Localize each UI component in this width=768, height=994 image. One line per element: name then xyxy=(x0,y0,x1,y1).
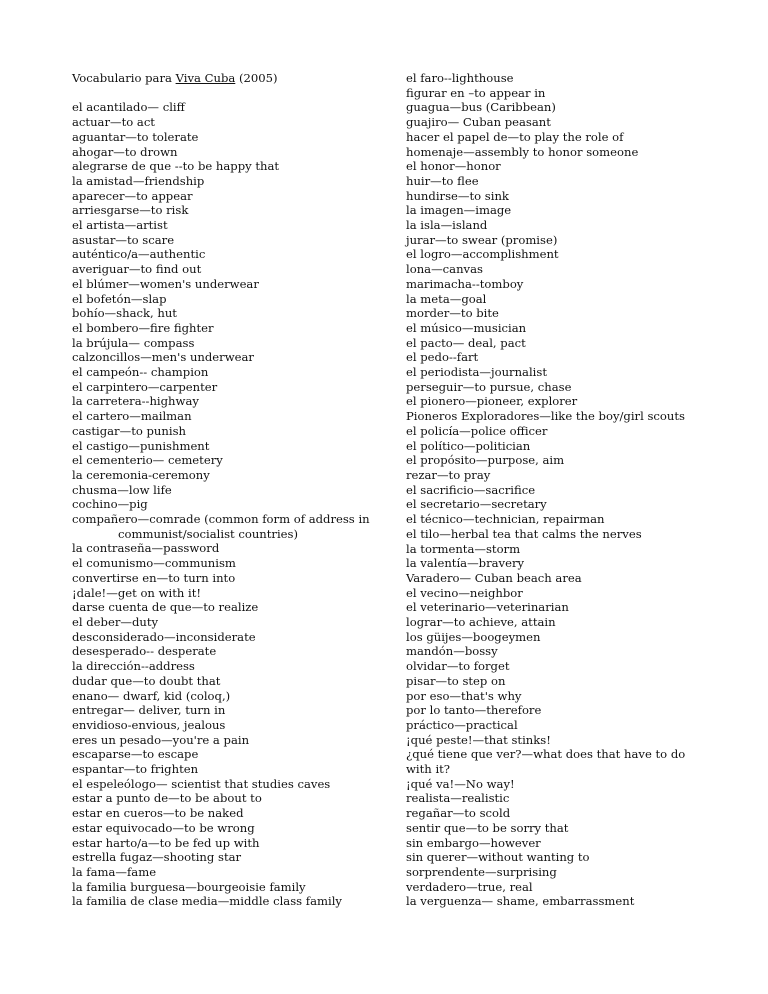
vocab-entry: estar a punto de—to be about to xyxy=(72,791,262,806)
vocab-entry: Pioneros Exploradores—like the boy/girl scouts xyxy=(406,409,685,424)
vocab-entry: el político—politician xyxy=(406,438,531,453)
vocab-entry: entregar— deliver, turn in xyxy=(72,703,226,718)
vocab-entry: homenaje—assembly to honor someone xyxy=(406,144,639,159)
vocab-entry: el campeón-- champion xyxy=(72,365,209,380)
vocab-entry: lona—canvas xyxy=(406,262,483,277)
vocab-entry: alegrarse de que --to be happy that xyxy=(72,159,280,174)
document-title xyxy=(72,71,392,86)
vocab-entry: dudar que—to doubt that xyxy=(72,673,221,688)
vocab-entry: estar equivocado—to be wrong xyxy=(72,820,255,835)
vocab-entry: el veterinario—veterinarian xyxy=(406,600,569,615)
vocab-entry: guagua—bus (Caribbean) xyxy=(406,100,556,115)
vocab-entry: el acantilado— cliff xyxy=(72,100,185,115)
vocab-entry: la brújula— compass xyxy=(72,335,195,350)
vocab-entry: darse cuenta de que—to realize xyxy=(72,600,259,615)
vocab-entry: los güijes—boogeymen xyxy=(406,629,541,644)
vocab-entry: el blúmer—women's underwear xyxy=(72,276,259,291)
vocab-entry: sin embargo—however xyxy=(406,835,541,850)
vocab-entry: marimacha--tomboy xyxy=(406,276,524,291)
vocab-entry: la familia burguesa—bourgeoisie family xyxy=(72,879,306,894)
vocab-entry: el periodista—journalist xyxy=(406,365,547,380)
left-column xyxy=(72,71,392,909)
vocab-entry: rezar—to pray xyxy=(406,467,491,482)
vocab-entry: estar en cueros—to be naked xyxy=(72,806,244,821)
vocab-entry: hacer el papel de—to play the role of xyxy=(406,129,624,144)
vocab-entry: el técnico—technician, repairman xyxy=(406,512,605,527)
vocab-entry: ¡qué peste!—that stinks! xyxy=(406,732,551,747)
vocab-entry: el pionero—pioneer, explorer xyxy=(406,394,578,409)
vocab-entry: la imagen—image xyxy=(406,203,512,218)
vocab-entry: el pedo--fart xyxy=(406,350,479,365)
vocab-entry: bohío—shack, hut xyxy=(72,306,177,321)
vocab-entry: olvidar—to forget xyxy=(406,659,510,674)
vocab-entry: realista—realistic xyxy=(406,791,510,806)
vocab-entry: eres un pesado—you're a pain xyxy=(72,732,250,747)
title-year: (2005) xyxy=(235,71,278,85)
vocab-entry: mandón—bossy xyxy=(406,644,498,659)
vocab-entry: enano— dwarf, kid (coloq,) xyxy=(72,688,231,703)
vocab-entry: la ceremonia-ceremony xyxy=(72,467,210,482)
vocab-entry: guajiro— Cuban peasant xyxy=(406,115,551,130)
title-prefix: Vocabulario para xyxy=(72,71,176,85)
vocab-entry: por eso—that's why xyxy=(406,688,522,703)
vocab-entry: auténtico/a—authentic xyxy=(72,247,206,262)
vocab-entry: cochino—pig xyxy=(72,497,148,512)
vocab-entry: la valentía—bravery xyxy=(406,556,525,571)
vocab-entry: aguantar—to tolerate xyxy=(72,129,199,144)
vocab-entry: pisar—to step on xyxy=(406,673,506,688)
vocab-entry: el castigo—punishment xyxy=(72,438,210,453)
vocab-entry: asustar—to scare xyxy=(72,232,175,247)
vocab-entry: morder—to bite xyxy=(406,306,499,321)
vocab-entry: regañar—to scold xyxy=(406,806,511,821)
vocab-entry: sin querer—without wanting to xyxy=(406,850,590,865)
vocab-entry: la familia de clase media—middle class family xyxy=(72,894,342,909)
vocab-entry: el carpintero—carpenter xyxy=(72,379,218,394)
vocab-entry: ¡qué va!—No way! xyxy=(406,776,515,791)
vocab-entry: la carretera--highway xyxy=(72,394,199,409)
vocab-entry: el bombero—fire fighter xyxy=(72,320,214,335)
vocab-entry: castigar—to punish xyxy=(72,423,186,438)
vocab-entry: ¿qué tiene que ver?—what does that have to do with it? xyxy=(406,747,686,777)
vocab-entry: estrella fugaz—shooting star xyxy=(72,850,242,865)
vocab-entry: el sacrificio—sacrifice xyxy=(406,482,536,497)
vocab-entry: lograr—to achieve, attain xyxy=(406,615,556,630)
film-title: Viva Cuba xyxy=(175,71,236,85)
vocab-entry: la verguenza— shame, embarrassment xyxy=(406,894,635,909)
vocab-entry: el tilo—herbal tea that calms the nerves xyxy=(406,526,642,541)
vocab-entry: Varadero— Cuban beach area xyxy=(406,570,582,585)
vocab-entry: figurar en –to appear in xyxy=(406,85,546,100)
vocab-entry: la contraseña—password xyxy=(72,541,220,556)
vocab-entry: el policía—police officer xyxy=(406,423,548,438)
vocab-entry: el artista—artist xyxy=(72,218,168,233)
vocabulary-list-right xyxy=(406,71,702,909)
vocab-entry: el deber—duty xyxy=(72,615,159,629)
vocab-entry: el faro--lighthouse xyxy=(406,71,514,85)
vocab-entry: el cartero—mailman xyxy=(72,409,192,424)
vocab-entry: la dirección--address xyxy=(72,659,195,674)
vocab-entry: huir—to flee xyxy=(406,173,479,188)
vocab-entry: compañero—comrade (common form of address in xyxy=(72,512,370,527)
vocab-entry: la tormenta—storm xyxy=(406,541,521,556)
vocab-entry: la isla—island xyxy=(406,218,488,233)
vocab-entry: el vecino—neighbor xyxy=(406,585,523,600)
vocabulary-list-left xyxy=(72,100,392,909)
vocab-entry: el pacto— deal, pact xyxy=(406,335,526,350)
vocab-entry: jurar—to swear (promise) xyxy=(406,232,558,247)
vocab-entry: el espeleólogo— scientist that studies caves xyxy=(72,776,331,791)
vocab-entry: espantar—to frighten xyxy=(72,762,199,777)
vocab-entry: calzoncillos—men's underwear xyxy=(72,350,254,365)
vocab-entry: la amistad—friendship xyxy=(72,173,205,188)
vocab-entry: envidioso-envious, jealous xyxy=(72,717,226,732)
vocab-entry: sorprendente—surprising xyxy=(406,864,557,879)
vocab-entry: averiguar—to find out xyxy=(72,262,202,277)
vocab-entry: el logro—accomplishment xyxy=(406,247,559,262)
vocab-entry: el honor—honor xyxy=(406,159,501,174)
vocab-entry: chusma—low life xyxy=(72,482,172,497)
vocab-entry: estar harto/a—to be fed up with xyxy=(72,835,260,850)
vocab-entry: el secretario—secretary xyxy=(406,497,547,512)
vocab-entry: desesperado-- desperate xyxy=(72,644,217,659)
vocab-entry: escaparse—to escape xyxy=(72,747,199,762)
title-spacer xyxy=(72,86,392,101)
vocab-entry: hundirse—to sink xyxy=(406,188,509,203)
vocab-entry: ahogar—to drown xyxy=(72,144,178,159)
vocab-entry: aparecer—to appear xyxy=(72,188,193,203)
vocab-entry: sentir que—to be sorry that xyxy=(406,820,569,835)
vocab-entry: el músico—musician xyxy=(406,320,527,335)
vocab-entry: arriesgarse—to risk xyxy=(72,203,189,218)
vocab-entry: communist/socialist countries) xyxy=(118,526,299,541)
right-column xyxy=(406,71,702,909)
vocab-entry: el cementerio— cemetery xyxy=(72,453,223,468)
vocab-entry: verdadero—true, real xyxy=(406,879,533,894)
vocab-entry: desconsiderado—inconsiderate xyxy=(72,629,256,644)
vocab-entry: actuar—to act xyxy=(72,115,155,130)
vocab-entry: la fama—fame xyxy=(72,864,157,879)
vocab-entry: por lo tanto—therefore xyxy=(406,703,542,718)
vocab-entry: perseguir—to pursue, chase xyxy=(406,379,572,394)
vocab-entry: la meta—goal xyxy=(406,291,487,306)
vocab-entry: convertirse en—to turn into xyxy=(72,570,236,585)
vocab-entry: el comunismo—communism xyxy=(72,556,236,571)
vocab-entry: el propósito—purpose, aim xyxy=(406,453,565,468)
vocab-entry: ¡dale!—get on with it! xyxy=(72,585,202,600)
vocab-entry: práctico—practical xyxy=(406,717,518,732)
vocab-entry: el bofetón—slap xyxy=(72,291,167,306)
